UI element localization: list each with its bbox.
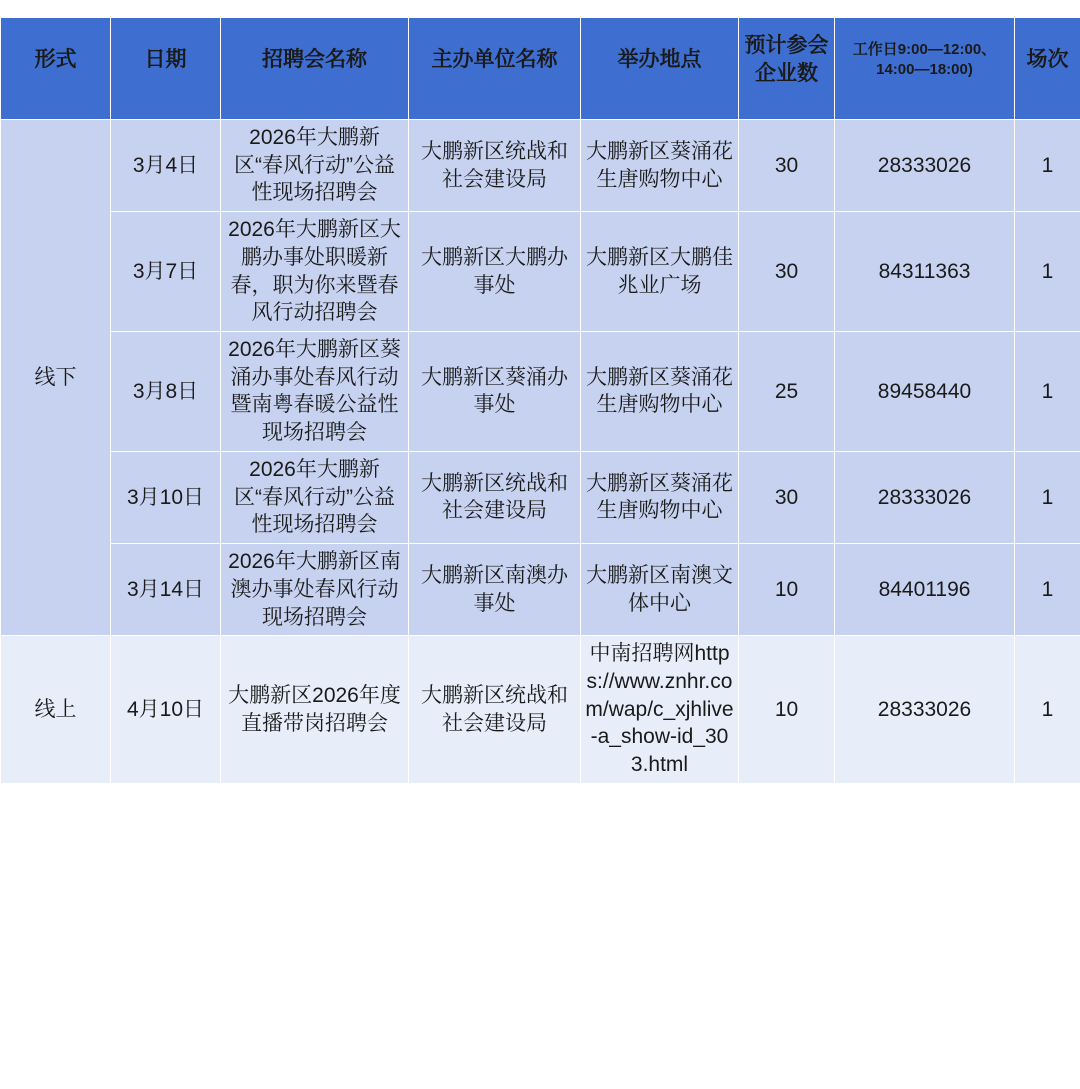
cell-name: 2026年大鹏新区大鹏办事处职暖新春，职为你来暨春风行动招聘会 <box>221 212 409 332</box>
table-row <box>1 544 1080 636</box>
cell-organizer: 大鹏新区统战和社会建设局 <box>409 636 581 784</box>
cell-date: 3月10日 <box>111 451 221 543</box>
cell-mode: 线上 <box>1 636 111 784</box>
table-row <box>1 451 1080 543</box>
cell-organizer: 大鹏新区统战和社会建设局 <box>409 451 581 543</box>
cell-name: 2026年大鹏新区葵涌办事处春风行动暨南粤春暖公益性现场招聘会 <box>221 332 409 452</box>
cell-date: 3月7日 <box>111 212 221 332</box>
cell-contact-phone: 84311363 <box>835 212 1015 332</box>
cell-expected-companies: 25 <box>739 332 835 452</box>
header-cell-location: 举办地点 <box>581 1 739 120</box>
header-cell-mode: 形式 <box>1 1 111 120</box>
cell-date: 4月10日 <box>111 636 221 784</box>
cell-sessions: 1 <box>1015 544 1080 636</box>
header-row <box>1 1 1080 120</box>
cell-contact-phone: 89458440 <box>835 332 1015 452</box>
top-right-white-block <box>770 0 1080 18</box>
header-cell-sessions: 场次 <box>1015 1 1080 120</box>
cell-location: 大鹏新区葵涌花生唐购物中心 <box>581 451 739 543</box>
cell-location: 大鹏新区南澳文体中心 <box>581 544 739 636</box>
cell-sessions: 1 <box>1015 451 1080 543</box>
cell-name: 2026年大鹏新区“春风行动”公益性现场招聘会 <box>221 451 409 543</box>
cell-expected-companies: 30 <box>739 120 835 212</box>
table-row <box>1 120 1080 212</box>
cell-contact-phone: 28333026 <box>835 636 1015 784</box>
cell-organizer: 大鹏新区大鹏办事处 <box>409 212 581 332</box>
cell-contact-phone: 28333026 <box>835 451 1015 543</box>
header-cell-expected-companies: 预计参会企业数 <box>739 1 835 120</box>
cell-date: 3月4日 <box>111 120 221 212</box>
header-cell-contact-hours: 工作日9:00—12:00、14:00—18:00) <box>835 1 1015 120</box>
cell-date: 3月8日 <box>111 332 221 452</box>
cell-organizer: 大鹏新区葵涌办事处 <box>409 332 581 452</box>
cell-name: 2026年大鹏新区“春风行动”公益性现场招聘会 <box>221 120 409 212</box>
table-row <box>1 212 1080 332</box>
cell-contact-phone: 28333026 <box>835 120 1015 212</box>
cell-sessions: 1 <box>1015 120 1080 212</box>
header-cell-organizer: 主办单位名称 <box>409 1 581 120</box>
cell-mode: 线下 <box>1 120 111 636</box>
header-cell-name: 招聘会名称 <box>221 1 409 120</box>
cell-name: 大鹏新区2026年度直播带岗招聘会 <box>221 636 409 784</box>
cell-organizer: 大鹏新区南澳办事处 <box>409 544 581 636</box>
cell-sessions: 1 <box>1015 636 1080 784</box>
cell-location: 大鹏新区大鹏佳兆业广场 <box>581 212 739 332</box>
cell-expected-companies: 10 <box>739 544 835 636</box>
top-left-white-block <box>0 0 310 18</box>
table-row <box>1 636 1080 784</box>
cell-expected-companies: 30 <box>739 451 835 543</box>
table-body <box>1 120 1080 784</box>
cell-organizer: 大鹏新区统战和社会建设局 <box>409 120 581 212</box>
cell-date: 3月14日 <box>111 544 221 636</box>
cell-name: 2026年大鹏新区南澳办事处春风行动现场招聘会 <box>221 544 409 636</box>
table-row <box>1 332 1080 452</box>
cell-location: 大鹏新区葵涌花生唐购物中心 <box>581 332 739 452</box>
header-cell-date: 日期 <box>111 1 221 120</box>
top-white-margin <box>0 0 1080 18</box>
cell-expected-companies: 30 <box>739 212 835 332</box>
cell-location: 大鹏新区葵涌花生唐购物中心 <box>581 120 739 212</box>
cell-expected-companies: 10 <box>739 636 835 784</box>
cell-sessions: 1 <box>1015 212 1080 332</box>
table-header <box>1 1 1080 120</box>
cell-sessions: 1 <box>1015 332 1080 452</box>
cell-location: 中南招聘网https://www.znhr.com/wap/c_xjhlive-a_show-id_303.html <box>581 636 739 784</box>
cell-contact-phone: 84401196 <box>835 544 1015 636</box>
